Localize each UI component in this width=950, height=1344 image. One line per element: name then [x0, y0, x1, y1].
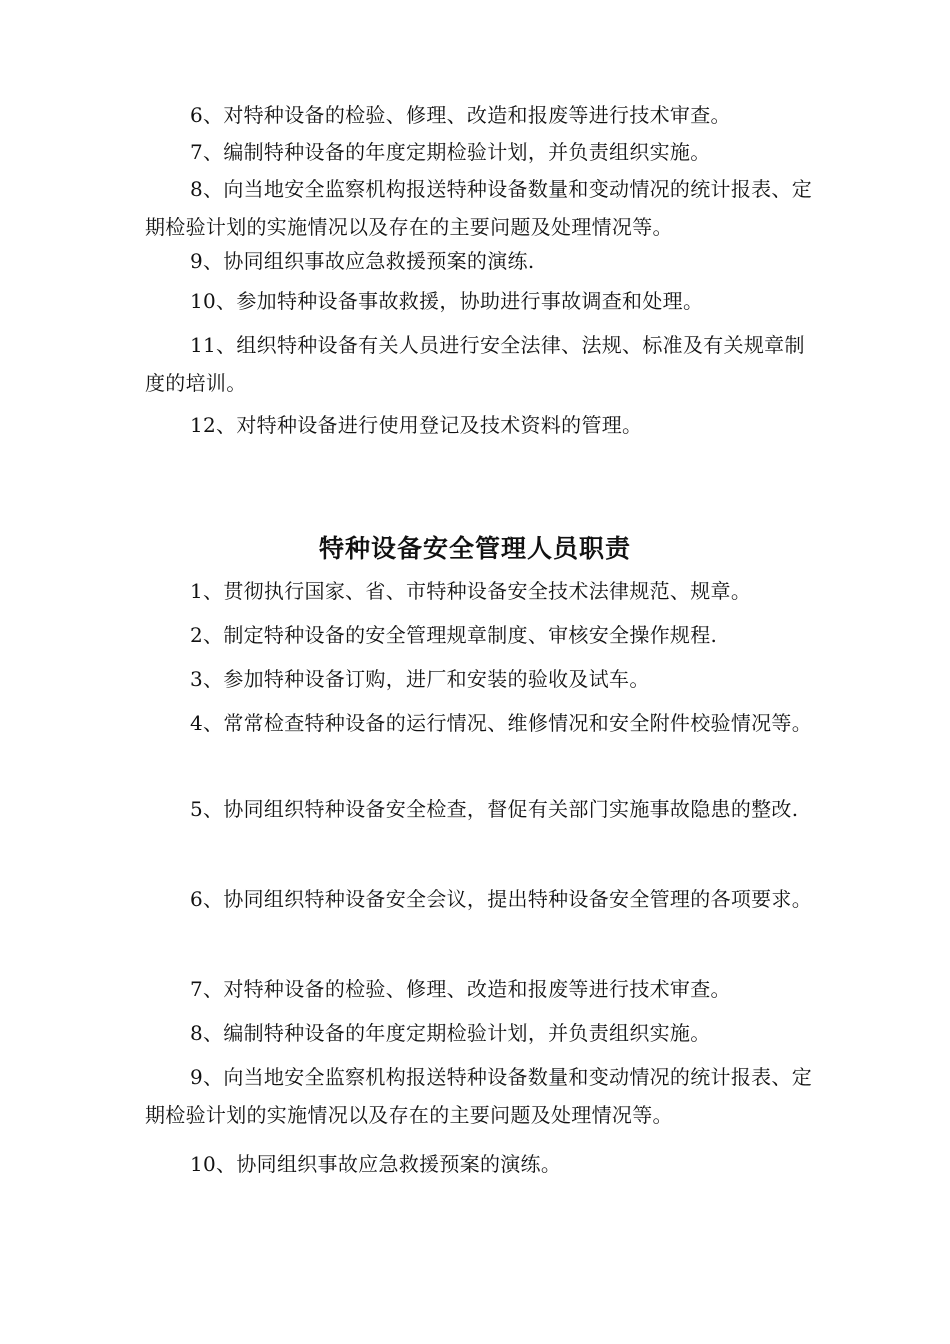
- section1-item-6: 6、对特种设备的检验、修理、改造和报废等进行技术审查。: [190, 103, 731, 127]
- section2-item-10: 10、协同组织事故应急救援预案的演练。: [190, 1152, 562, 1176]
- section1-item-9: 9、协同组织事故应急救援预案的演练.: [190, 249, 535, 273]
- section1-item-10: 10、参加特种设备事故救援，协助进行事故调查和处理。: [190, 289, 704, 313]
- section2-item-1: 1、贯彻执行国家、省、市特种设备安全技术法律规范、规章。: [190, 579, 752, 603]
- section1-item-7: 7、编制特种设备的年度定期检验计划，并负责组织实施。: [190, 140, 711, 164]
- section2-item-5: 5、协同组织特种设备安全检查，督促有关部门实施事故隐患的整改.: [190, 797, 799, 821]
- section2-item-6: 6、协同组织特种设备安全会议，提出特种设备安全管理的各项要求。: [190, 887, 813, 911]
- section1-item-11: 11、组织特种设备有关人员进行安全法律、法规、标准及有关规章制度的培训。: [145, 333, 805, 395]
- section2-item-4: 4、常常检查特种设备的运行情况、维修情况和安全附件校验情况等。: [190, 711, 813, 735]
- section2-title: 特种设备安全管理人员职责: [318, 534, 631, 563]
- section1-item-12: 12、对特种设备进行使用登记及技术资料的管理。: [190, 413, 643, 437]
- section2-item-2: 2、制定特种设备的安全管理规章制度、审核安全操作规程.: [190, 623, 718, 647]
- section2-item-9: 9、向当地安全监察机构报送特种设备数量和变动情况的统计报表、定期检验计划的实施情况以及存在的主要问题及处理情况等。: [145, 1065, 813, 1127]
- section1-item-8: 8、向当地安全监察机构报送特种设备数量和变动情况的统计报表、定期检验计划的实施情况以及存在的主要问题及处理情况等。: [145, 177, 813, 239]
- section2-item-7: 7、对特种设备的检验、修理、改造和报废等进行技术审查。: [190, 977, 731, 1001]
- section2-item-8: 8、编制特种设备的年度定期检验计划，并负责组织实施。: [190, 1021, 711, 1045]
- section2-item-3: 3、参加特种设备订购，进厂和安装的验收及试车。: [190, 667, 650, 691]
